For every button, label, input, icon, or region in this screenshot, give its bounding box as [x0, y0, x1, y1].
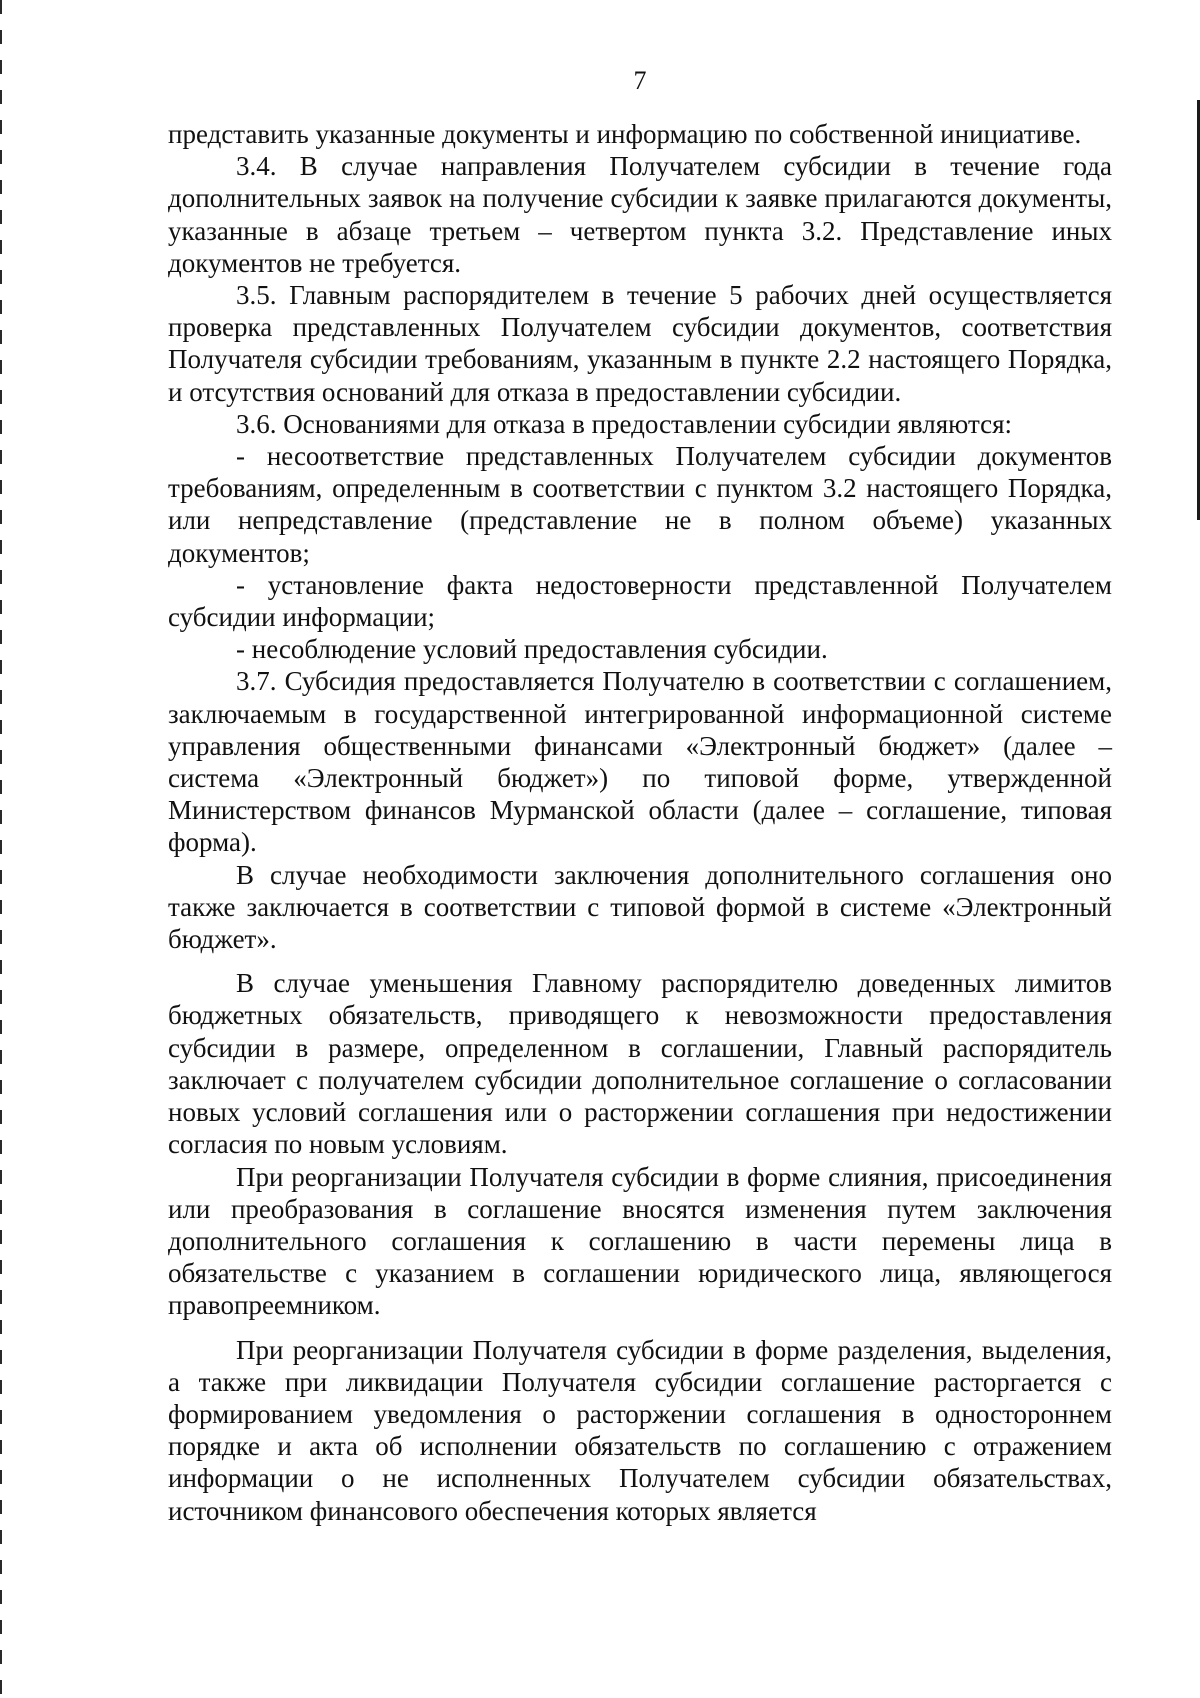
paragraph-3-4: 3.4. В случае направления Получателем субсидии в течение года дополнительных заявок на получение субсидии к заявке прилагаются документы, указанные в абзаце третьем – четвертом пункта 3.2. Представление иных документов не требуется. — [168, 151, 1112, 278]
paragraph-3-6: 3.6. Основаниями для отказа в предоставлении субсидии являются: — [236, 408, 1012, 439]
list-item-refusal-2: - установление факта недостоверности представленной Получателем субсидии информации; — [168, 569, 1112, 633]
list-item-refusal-3: - несоблюдение условий предоставления субсидии. — [236, 634, 828, 665]
document-body — [168, 118, 1112, 1527]
paragraph-continuation: представить указанные документы и информацию по собственной инициативе. — [168, 119, 1082, 149]
paragraph-3-7: 3.7. Субсидия предоставляется Получателю в соответствии с соглашением, заключаемым в государственной интегрированной информационной системе управления общественными финансами «Электронный бюджет» (далее – система «Электронный бюджет») по типовой форме, утвержденной Министерством финансов Мурманской области (далее – соглашение, типовая форма). — [168, 666, 1112, 858]
paragraph-limits-reduction: В случае уменьшения Главному распорядителю доведенных лимитов бюджетных обязательств, приводящего к невозможности предоставления субсидии в размере, определенном в соглашении, Главный распорядитель заключает с получателем субсидии дополнительное соглашение о согласовании новых условий соглашения или о расторжении соглашения при недостижении согласия по новым условиям. — [168, 968, 1112, 1160]
page-number: 7 — [633, 66, 647, 95]
list-item-refusal-1: - несоответствие представленных Получателем субсидии документов требованиям, определенным в соответствии с пунктом 3.2 настоящего Порядка, или непредставление (представление не в полном объеме) указанных документов; — [168, 441, 1112, 568]
paragraph-reorganization-division: При реорганизации Получателя субсидии в форме разделения, выделения, а также при ликвидации Получателя субсидии соглашение расторгается с формированием уведомления о расторжении соглашения в одностороннем порядке и акта об исполнении обязательств по соглашению с отражением информации о не исполненных Получателем субсидии обязательствах, источником финансового обеспечения которых является — [168, 1334, 1112, 1526]
paragraph-additional-agreement: В случае необходимости заключения дополнительного соглашения оно также заключается в соответствии с типовой формой в системе «Электронный бюджет». — [168, 859, 1112, 955]
scan-left-edge — [0, 0, 2, 1698]
paragraph-3-5: 3.5. Главным распорядителем в течение 5 рабочих дней осуществляется проверка представленных Получателем субсидии документов, соответствия Получателя субсидии требованиям, указанным в пункте 2.2 настоящего Порядка, и отсутствия оснований для отказа в предоставлении субсидии. — [168, 280, 1112, 407]
paragraph-reorganization-merger: При реорганизации Получателя субсидии в форме слияния, присоединения или преобразования в соглашение вносятся изменения путем заключения дополнительного соглашения к соглашению в части перемены лица в обязательстве с указанием в соглашении юридического лица, являющегося правопреемником. — [168, 1161, 1112, 1321]
